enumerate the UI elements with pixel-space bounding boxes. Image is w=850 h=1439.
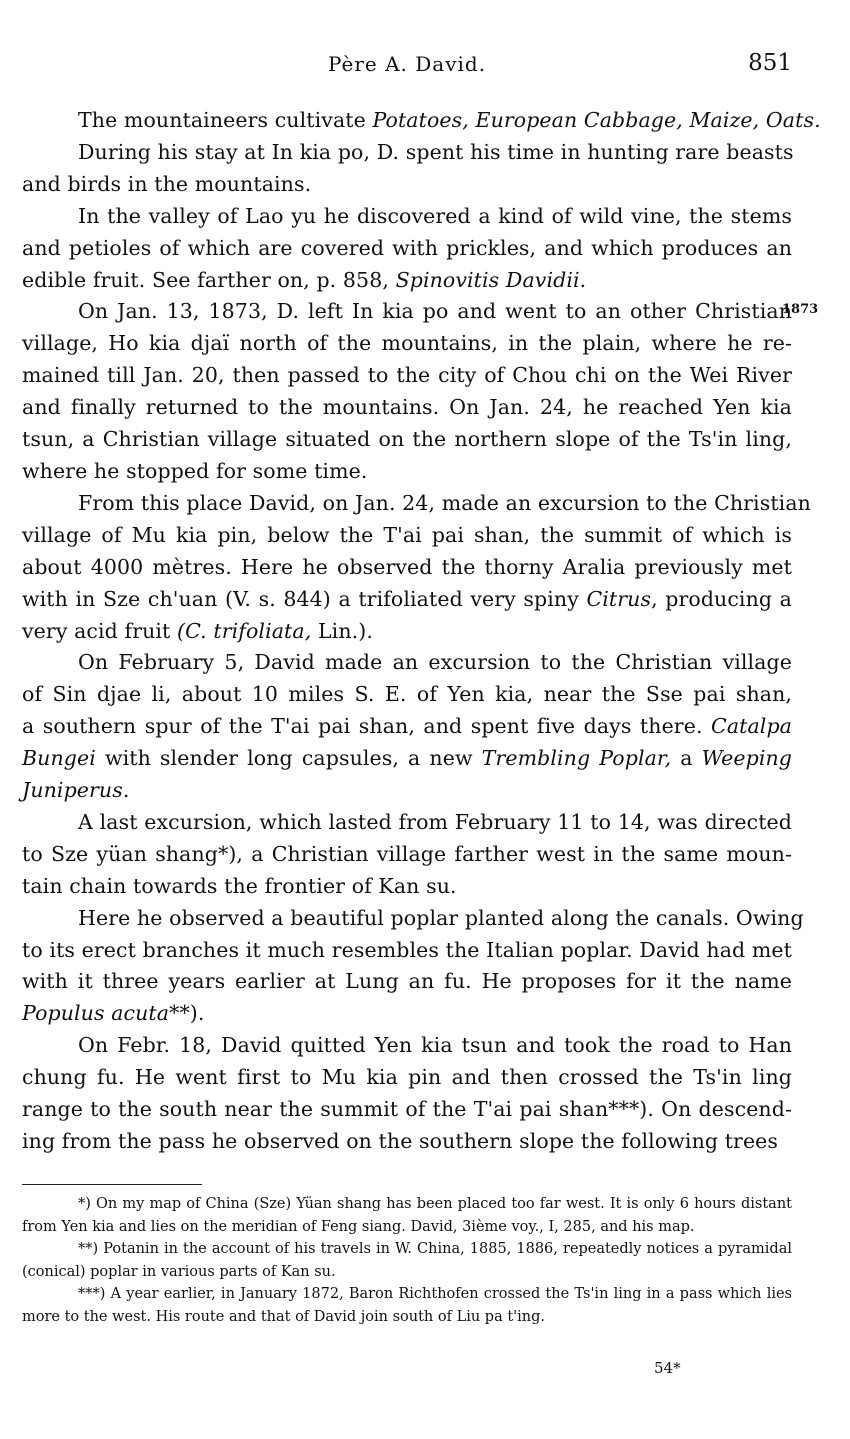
page-number: 851	[748, 50, 792, 76]
paragraph	[22, 1030, 792, 1158]
text-line: village, Ho kia djaï north of the mountains, in the plain, where he re-	[22, 331, 792, 356]
footnote-2: **) Potanin in the account of his travels in W. China, 1885, 1886, repeatedly notices a pyramidal (conical) poplar in various parts of Kan su.	[22, 1241, 792, 1280]
text-line: During his stay at In kia po, D. spent his time in hunting rare beasts	[78, 139, 794, 164]
text-line: a southern spur of the T'ai pai shan, and spent five days there. Catalpa	[22, 714, 792, 739]
text-line: In the valley of Lao yu he discovered a kind of wild vine, the stems	[78, 203, 792, 228]
text-line: mained till Jan. 20, then passed to the city of Chou chi on the Wei River	[22, 363, 792, 388]
text-line: about 4000 mètres. Here he observed the thorny Aralia previously met	[22, 554, 792, 579]
paragraph	[22, 807, 792, 903]
text-line: A last excursion, which lasted from February 11 to 14, was directed	[78, 809, 792, 834]
running-head: Père A. David.	[327, 52, 487, 76]
footnote-3: ***) A year earlier, in January 1872, Baron Richthofen crossed the Ts'in ling in a pass which lies more to the west. His route and that of David join south of Liu pa t'ing.	[22, 1286, 792, 1325]
paragraph	[22, 488, 811, 648]
text-line: Juniperus.	[22, 778, 130, 803]
text-line: to Sze yüan shang*), a Christian village farther west in the same moun-	[22, 841, 792, 866]
paragraph	[22, 647, 792, 807]
text-line: where he stopped for some time.	[22, 458, 368, 483]
text-line: On Jan. 13, 1873, D. left In kia po and went to an other Christian	[78, 299, 792, 324]
text-line: and finally returned to the mountains. On Jan. 24, he reached Yen kia	[22, 395, 792, 420]
text-line: and birds in the mountains.	[22, 171, 312, 196]
text-line: The mountaineers cultivate Potatoes, European Cabbage, Maize, Oats.	[78, 108, 821, 132]
text-line: tain chain towards the frontier of Kan su.	[22, 873, 457, 898]
text-line: range to the south near the summit of the T'ai pai shan***). On descend-	[22, 1097, 792, 1122]
paragraph	[22, 201, 792, 297]
text-line: ing from the pass he observed on the southern slope the following trees	[22, 1129, 779, 1153]
text-line: of Sin djae li, about 10 miles S. E. of Yen kia, near the Sse pai shan,	[22, 682, 792, 707]
text-line: with it three years earlier at Lung an fu. He proposes for it the name	[22, 969, 792, 994]
text-line: edible fruit. See farther on, p. 858, Spinovitis Davidii.	[22, 267, 587, 292]
text-line: On February 5, David made an excursion to the Christian village	[78, 650, 792, 675]
footnotes	[22, 1193, 792, 1328]
text-line: and petioles of which are covered with prickles, and which produces an	[22, 235, 792, 260]
signature-mark: 54*	[654, 1359, 681, 1377]
text-line: Populus acuta**).	[22, 1001, 205, 1026]
paragraph	[22, 903, 804, 1031]
page-header	[22, 50, 792, 82]
text-line: On Febr. 18, David quitted Yen kia tsun and took the road to Han	[78, 1033, 792, 1058]
paragraph	[22, 105, 821, 137]
text-line: Bungei with slender long capsules, a new Trembling Poplar, a Weeping	[22, 746, 793, 771]
text-line: From this place David, on Jan. 24, made an excursion to the Christian	[78, 490, 811, 515]
text-line: tsun, a Christian village situated on the northern slope of the Ts'in ling,	[22, 427, 792, 452]
text-line: Here he observed a beautiful poplar planted along the canals. Owing	[78, 905, 804, 930]
paragraph	[22, 137, 792, 201]
footnote-1: *) On my map of China (Sze) Yüan shang has been placed too far west. It is only 6 hours distant from Yen kia and lies on the meridian of Feng siang. David, 3ième voy., I, 285, and his map.	[22, 1196, 792, 1235]
main-text	[22, 105, 821, 1158]
footnote-rule	[22, 1184, 202, 1185]
text-line: with in Sze ch'uan (V. s. 844) a trifoliated very spiny Citrus, producing a	[22, 586, 792, 611]
text-line: to its erect branches it much resembles the Italian poplar. David had met	[22, 937, 792, 962]
text-line: village of Mu kia pin, below the T'ai pai shan, the summit of which is	[22, 522, 792, 547]
text-line: chung fu. He went first to Mu kia pin and then crossed the Ts'in ling	[22, 1065, 792, 1090]
paragraph	[22, 296, 792, 487]
text-line: very acid fruit (C. trifoliata, Lin.).	[22, 618, 373, 643]
margin-year-note: 1873	[782, 302, 819, 317]
